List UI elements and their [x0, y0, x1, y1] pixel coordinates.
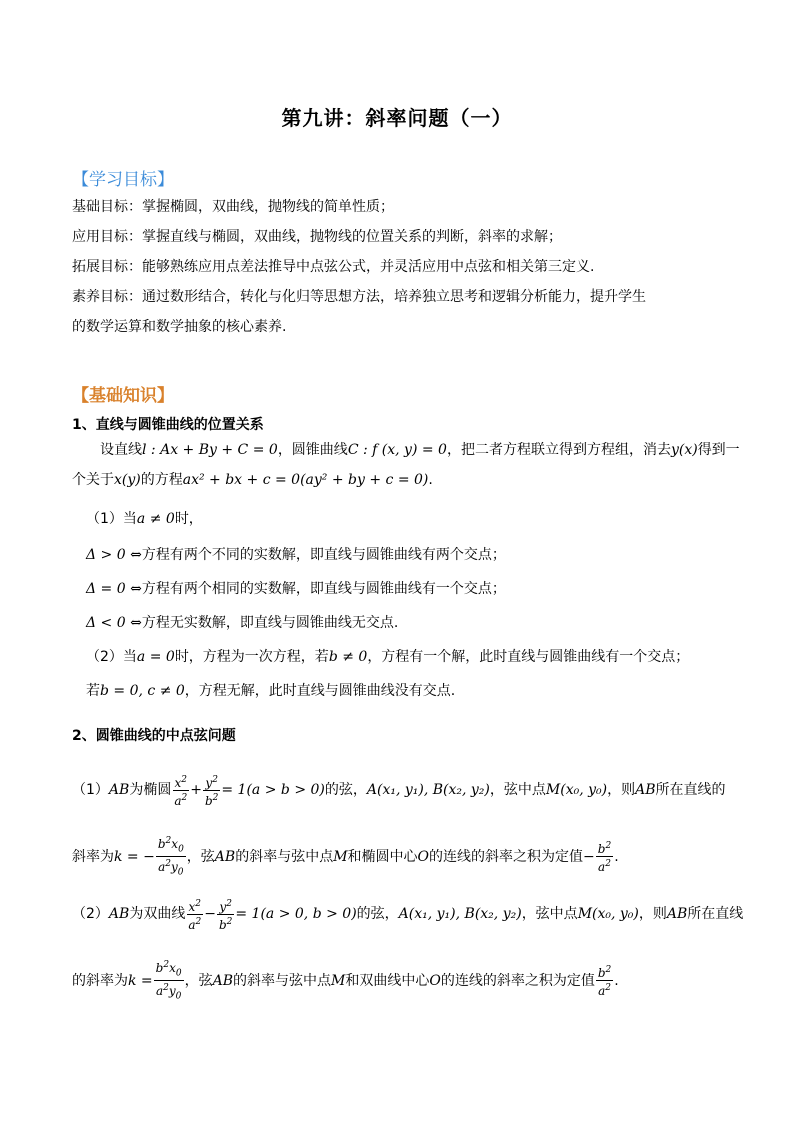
ellipse-y-term: $\frac{y^2}{b^2}$: [204, 774, 219, 808]
hyperbola-constant-fraction: $\frac{b^2}{a^2}$: [597, 965, 612, 999]
ellipse-line2: 斜率为k = − $\frac{b^2x_0}{a^2y_0}$ ，弦AB的斜率与弦中点M和椭圆中心O的连线的斜率之积为定值− $\frac{b^2}{a^2}$ .: [72, 836, 619, 878]
hyperbola-y-term: $\frac{y^2}{b^2}$: [218, 898, 233, 932]
goal-extend: 拓展目标：能够熟练应用点差法推导中点弦公式，并灵活应用中点弦和相关第三定义.: [72, 259, 595, 275]
goal-apply: 应用目标：掌握直线与椭圆，双曲线，抛物线的位置关系的判断，斜率的求解；: [72, 229, 562, 245]
ellipse-constant-fraction: $\frac{b^2}{a^2}$: [597, 841, 612, 875]
part2-title: 2、圆锥曲线的中点弦问题: [72, 728, 236, 744]
line-equation: l : Ax + By + C = 0: [142, 442, 278, 458]
goal-basic: 基础目标：掌握椭圆，双曲线，抛物线的简单性质；: [72, 199, 394, 215]
part1-setup-line2: 个关于x(y)的方程ax² + bx + c = 0(ay² + by + c = 0).: [72, 472, 433, 488]
goal-literacy-cont: 的数学运算和数学抽象的核心素养.: [72, 319, 287, 335]
goals-heading: 【学习目标】: [72, 170, 174, 190]
case2: （2）当a = 0时，方程为一次方程，若b ≠ 0，方程有一个解，此时直线与圆锥曲线有一个交点；: [86, 649, 690, 665]
page-title: 第九讲：斜率问题（一）: [281, 106, 513, 130]
curve-equation: C : f (x, y) = 0: [347, 442, 447, 458]
goal-literacy: 素养目标：通过数形结合，转化与化归等思想方法，培养独立思考和逻辑分析能力，提升学生: [72, 289, 646, 305]
ellipse-slope-fraction: $\frac{b^2x_0}{a^2y_0}$: [157, 836, 184, 878]
hyperbola-line2: 的斜率为k = $\frac{b^2x_0}{a^2y_0}$ ，弦AB的斜率与弦中点M和双曲线中心O的连线的斜率之积为定值 $\frac{b^2}{a^2}$ .: [72, 960, 619, 1002]
discriminant-negative: Δ < 0 ⇔方程无实数解，即直线与圆锥曲线无交点.: [86, 615, 399, 631]
ellipse-line1: （1）AB为椭圆 $\frac{x^2}{a^2}$ + $\frac{y^2}{b^2}$ = 1(a > b > 0)的弦，A(x₁, y₁), B(x₂, y₂)，弦中点M(x₀, y₀)，则AB所在直线的: [72, 774, 726, 808]
discriminant-positive: Δ > 0 ⇔方程有两个不同的实数解，即直线与圆锥曲线有两个交点；: [86, 547, 506, 563]
discriminant-zero: Δ = 0 ⇔方程有两个相同的实数解，即直线与圆锥曲线有一个交点；: [86, 581, 506, 597]
hyperbola-slope-fraction: $\frac{b^2x_0}{a^2y_0}$: [155, 960, 182, 1002]
case1: （1）当a ≠ 0时，: [86, 511, 203, 527]
quadratic-equation: ax² + bx + c = 0(ay² + by + c = 0): [182, 472, 429, 488]
ellipse-x-term: $\frac{x^2}{a^2}$: [174, 774, 188, 808]
hyperbola-line1: （2）AB为双曲线 $\frac{x^2}{a^2}$ − $\frac{y^2}{b^2}$ = 1(a > 0, b > 0)的弦，A(x₁, y₁), B(x₂, y₂)，弦中点M(x₀, y₀)，则AB所在直线: [72, 898, 744, 932]
part1-setup-line1: 设直线l : Ax + By + C = 0，圆锥曲线C : f (x, y) = 0，把二者方程联立得到方程组，消去y(x)得到一: [100, 442, 740, 458]
part1-title: 1、直线与圆锥曲线的位置关系: [72, 417, 264, 433]
basics-heading: 【基础知识】: [72, 386, 174, 406]
case3: 若b = 0, c ≠ 0，方程无解，此时直线与圆锥曲线没有交点.: [86, 683, 456, 699]
hyperbola-x-term: $\frac{x^2}{a^2}$: [188, 898, 202, 932]
